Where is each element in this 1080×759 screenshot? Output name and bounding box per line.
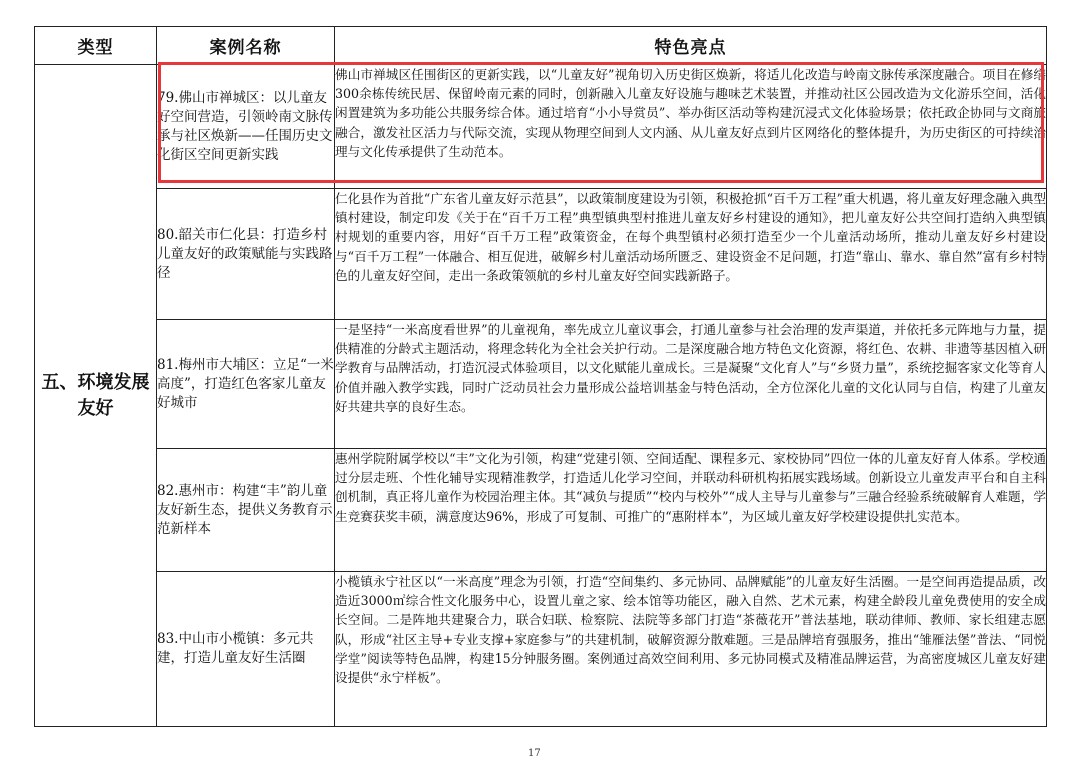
case-name-cell: 83.中山市小榄镇：多元共建，打造儿童友好生活圈 (157, 572, 335, 727)
case-description-cell: 佛山市禅城区任围街区的更新实践，以“儿童友好”视角切入历史街区焕新，将适儿化改造与岭南文脉传承深度融合。项目在修缮300余栋传统民居、保留岭南元素的同时，创新融入儿童友好设施与趣味艺术装置，并推动社区公园改造为文化游乐空间，活化闲置建筑为多功能公共服务综合体。通过培育“小小导赏员”、举办街区活动等构建沉浸式文化体验场景；依托政企协同与文商旅融合，激发社区活力与代际交流，实现从物理空间到人文内涵、从儿童友好点到片区网络化的整体提升，为历史街区的可持续治理与文化传承提供了生动范本。 (335, 65, 1047, 189)
table-row (35, 449, 1047, 572)
page-number: 17 (528, 748, 541, 759)
case-table (34, 26, 1047, 727)
case-name-cell: 80.韶关市仁化县：打造乡村儿童友好的政策赋能与实践路径 (157, 189, 335, 320)
case-description-cell: 惠州学院附属学校以“丰”文化为引领，构建“党建引领、空间适配、课程多元、家校协同”四位一体的儿童友好育人体系。学校通过分层走班、个性化辅导实现精准教学，打造适儿化学习空间，并联动科研机构拓展实践场域。创新设立儿童发声平台和自主科创机制，真正将儿童作为校园治理主体。其“减负与提质”“校内与校外”“成人主导与儿童参与”三融合经验系统破解育人难题，学生竞赛获奖丰硕，满意度达96%，形成了可复制、可推广的“惠附样本”，为区域儿童友好学校建设提供扎实范本。 (335, 449, 1047, 572)
case-name-cell: 82.惠州市：构建“丰”韵儿童友好新生态，提供义务教育示范新样本 (157, 449, 335, 572)
table-row (35, 189, 1047, 320)
header-highlights: 特色亮点 (335, 27, 1047, 65)
header-type: 类型 (35, 27, 157, 65)
case-description-cell: 小榄镇永宁社区以“一米高度”理念为引领，打造“空间集约、多元协同、品牌赋能”的儿童友好生活圈。一是空间再造提品质，改造近3000㎡综合性文化服务中心，设置儿童之家、绘本馆等功能区，融入自然、艺术元素，构建全龄段儿童免费使用的安全成长空间。二是阵地共建聚合力，联合妇联、检察院、法院等多部门打造“茶薇花开”普法基地，联动律师、教师、家长组建志愿队，形成“社区主导+专业支撑+家庭参与”的共建机制，破解资源分散难题。三是品牌培育强服务，推出“雏雁法堡”普法、“同悦学堂”阅读等特色品牌，构建15分钟服务圈。案例通过高效空间利用、多元协同模式及精准品牌运营，为高密度城区儿童友好建设提供“永宁样板”。 (335, 572, 1047, 727)
table-row (35, 65, 1047, 189)
table-header-row (35, 27, 1047, 65)
case-name-cell: 79.佛山市禅城区：以儿童友好空间营造，引领岭南文脉传承与社区焕新——任围历史文化街区空间更新实践 (157, 65, 335, 189)
category-cell: 五、环境发展友好 (35, 65, 157, 727)
header-case-name: 案例名称 (157, 27, 335, 65)
case-description-cell: 仁化县作为首批“广东省儿童友好示范县”，以政策制度建设为引领，积极抢抓“百千万工程”重大机遇，将儿童友好理念融入典型镇村建设，制定印发《关于在“百千万工程”典型镇典型村推进儿童友好乡村建设的通知》，把儿童友好公共空间打造纳入典型镇村规划的重要内容，用好“百千万工程”政策资金，在每个典型镇村必须打造至少一个儿童活动场所，推动儿童友好乡村建设与“百千万工程”一体融合、相互促进，破解乡村儿童活动场所匮乏、建设资金不足问题，打造“靠山、靠水、靠自然”富有乡村特色的儿童友好空间，走出一条政策领航的乡村儿童友好空间实践新路子。 (335, 189, 1047, 320)
table-row (35, 320, 1047, 449)
case-name-cell: 81.梅州市大埔区：立足“一米高度”，打造红色客家儿童友好城市 (157, 320, 335, 449)
case-description-cell: 一是坚持“一米高度看世界”的儿童视角，率先成立儿童议事会，打通儿童参与社会治理的发声渠道，并依托多元阵地与力量，提供精准的分龄式主题活动，将理念转化为全社会关护行动。二是深度融合地方特色文化资源，将红色、农耕、非遗等基因植入研学教育与品牌活动，打造沉浸式体验项目，以文化赋能儿童成长。三是凝聚“文化育人”与“乡贤力量”，系统挖掘客家文化等育人价值并融入教学实践，同时广泛动员社会力量形成公益培训基金与特色活动，全方位深化儿童的文化认同与自信，构建了儿童友好共建共享的良好生态。 (335, 320, 1047, 449)
table-row (35, 572, 1047, 727)
